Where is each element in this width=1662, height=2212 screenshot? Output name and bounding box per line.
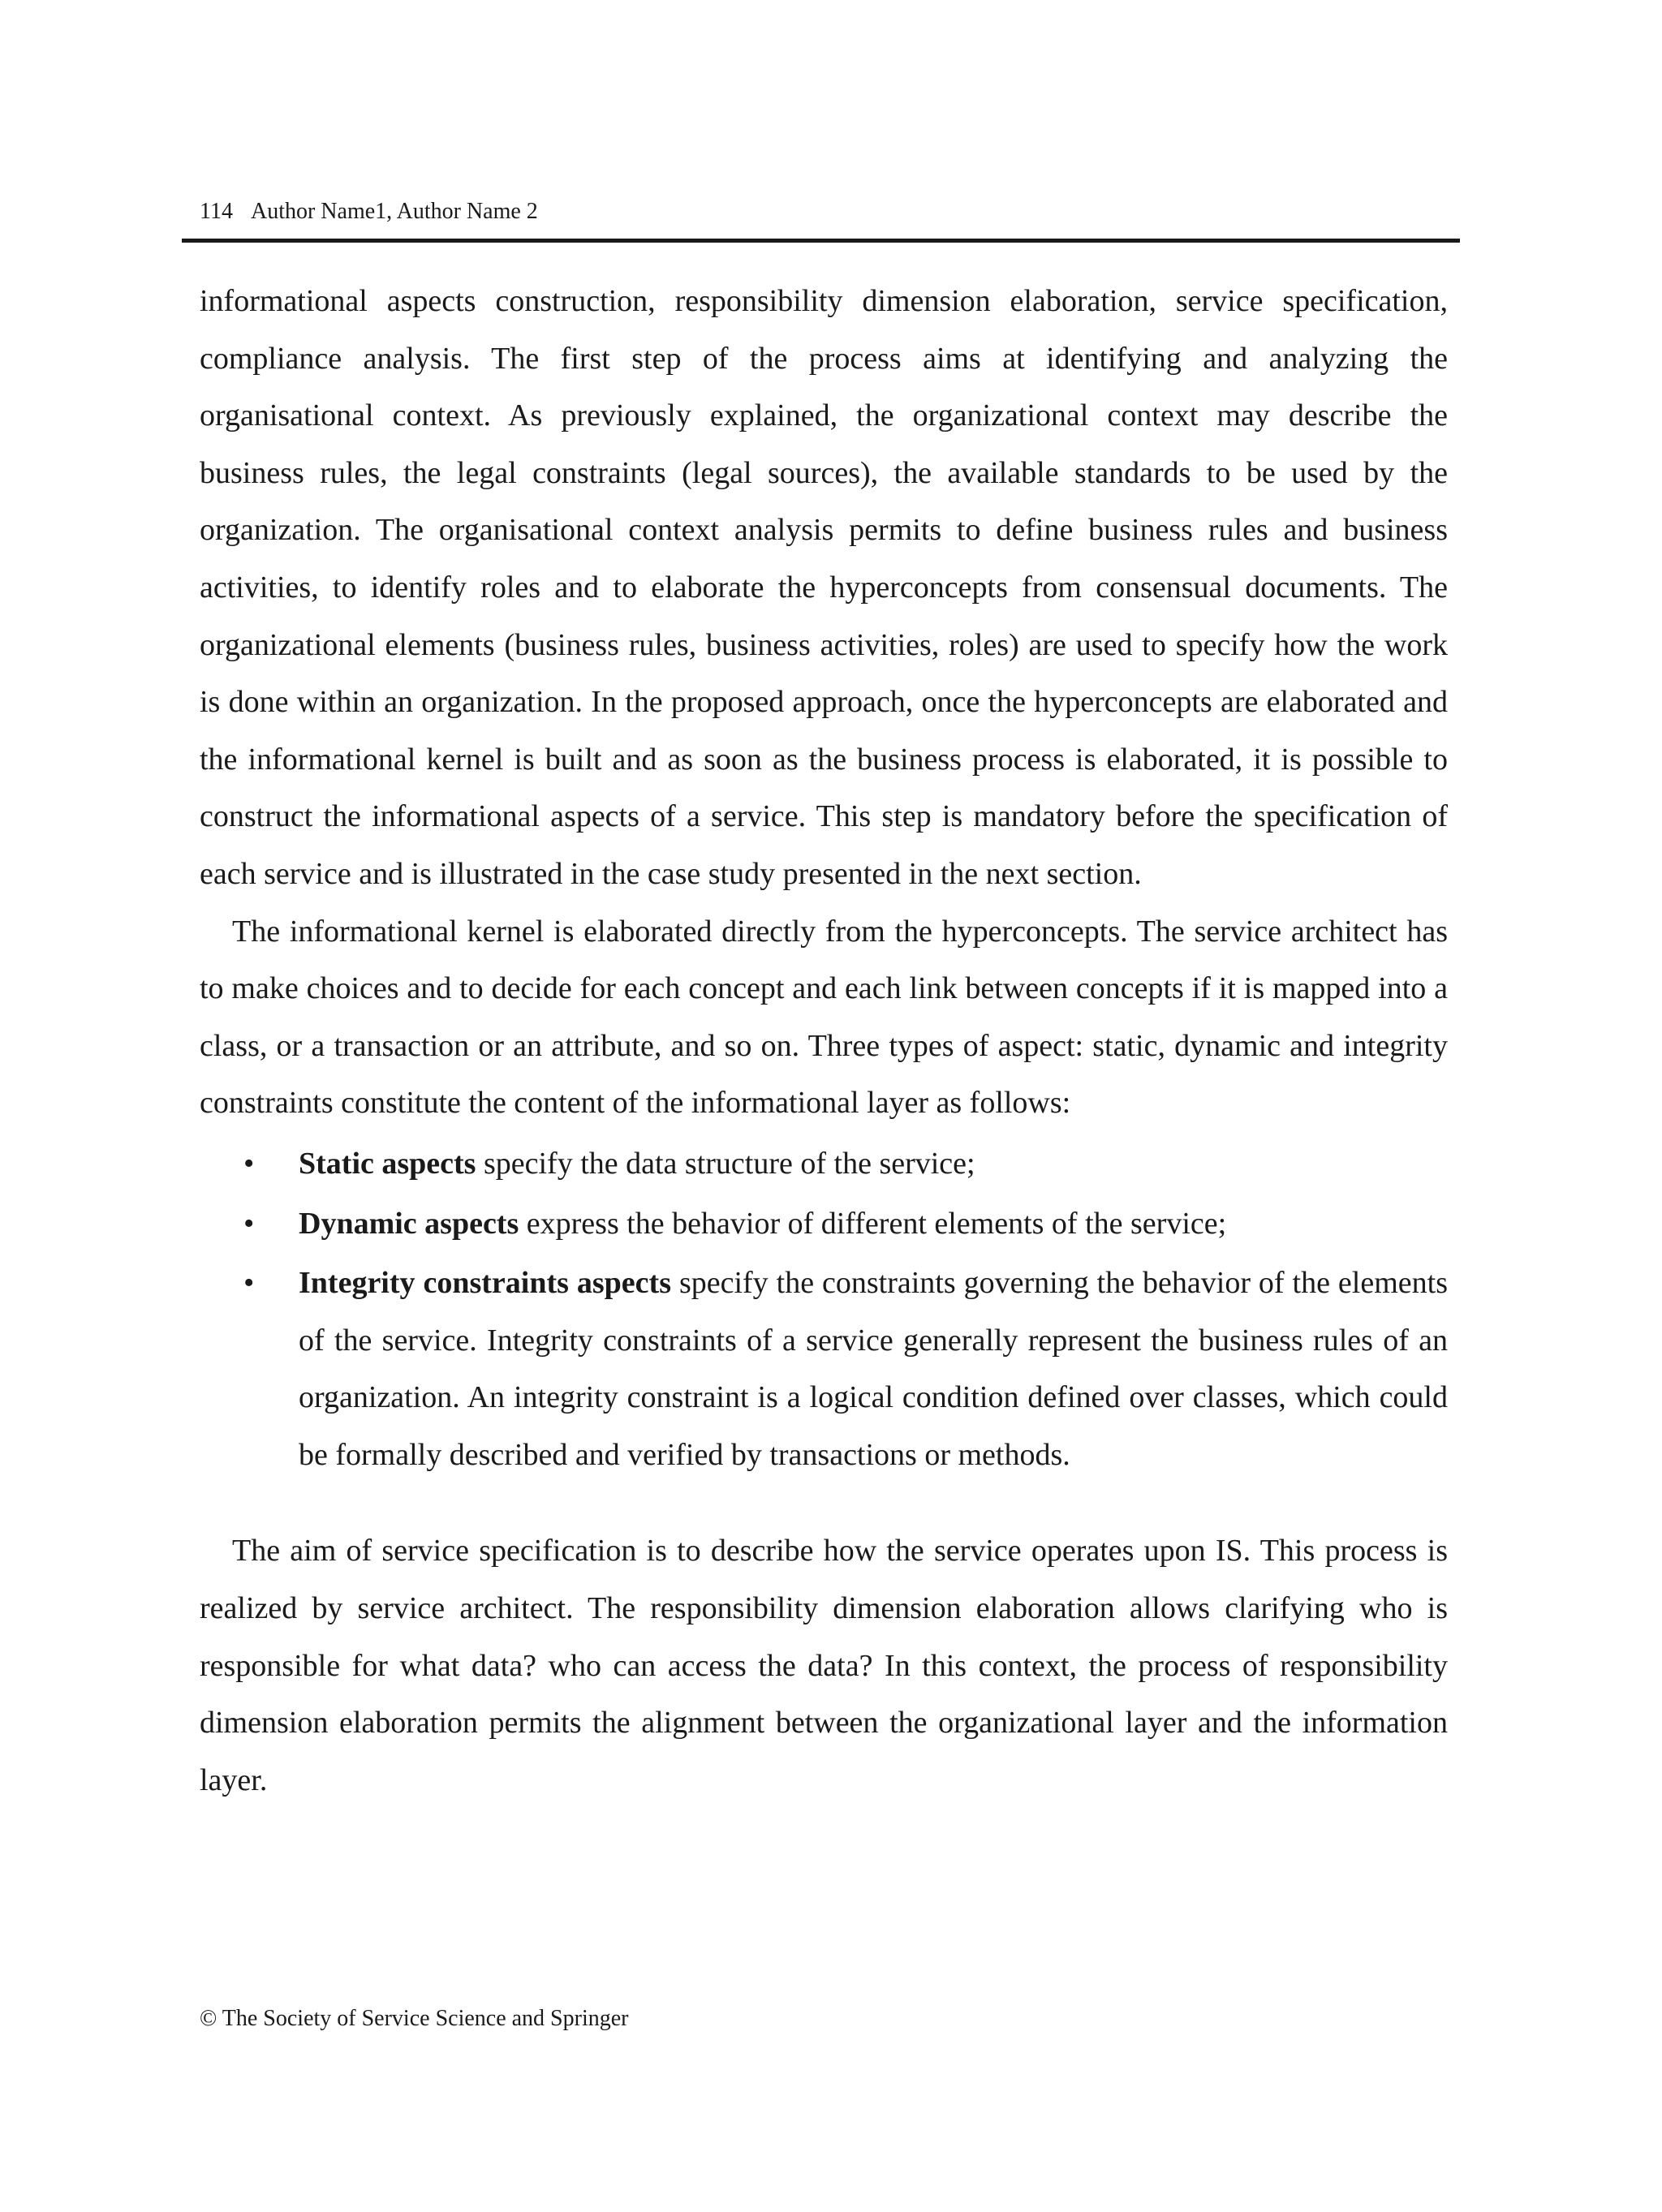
bullet-icon: • — [243, 1206, 255, 1241]
list-item-term: Integrity constraints aspects — [299, 1266, 671, 1301]
bullet-icon: • — [243, 1266, 255, 1301]
body-text — [200, 273, 1448, 1809]
page-number: 114 — [200, 199, 233, 224]
list-item — [243, 1135, 1448, 1193]
aspect-list — [200, 1135, 1448, 1484]
bullet-icon: • — [243, 1146, 255, 1181]
running-header — [200, 197, 538, 226]
header-authors: Author Name1, Author Name 2 — [250, 199, 538, 224]
list-item-text: specify the constraints governing the behavior of the elements of the service. Integrity constraints of a service generally represent the business rules of an organization. An integrity constraint is a logical condition defined over classes, which could be formally described and verified by transactions or methods. — [299, 1266, 1448, 1472]
paragraph-2: The informational kernel is elaborated directly from the hyperconcepts. The service architect has to make choices and to decide for each concept and each link between concepts if it is mapped into a class, or a transaction or an attribute, and so on. Three types of aspect: static, dynamic and integrity constraints constitute the content of the informational layer as follows: — [200, 914, 1448, 1121]
paragraph-1: informational aspects construction, responsibility dimension elaboration, service specification, compliance analysis. The first step of the process aims at identifying and analyzing the organisational context. As previously explained, the organizational context may describe the business rules, the legal constraints (legal sources), the available standards to be used by the organization. The organisational context analysis permits to define business rules and business activities, to identify roles and to elaborate the hyperconcepts from consensual documents. The organizational elements (business rules, business activities, roles) are used to specify how the work is done within an organization. In the proposed approach, once the hyperconcepts are elaborated and the informational kernel is built and as soon as the business process is elaborated, it is possible to construct the informational aspects of a service. This step is mandatory before the specification of each service and is illustrated in the case study presented in the next section. — [200, 284, 1448, 891]
paragraph-3: The aim of service specification is to describe how the service operates upon IS. This process is realized by service architect. The responsibility dimension elaboration allows clarifying who is responsible for what data? who can access the data? In this context, the process of responsibility dimension elaboration permits the alignment between the organizational layer and the information layer. — [200, 1534, 1448, 1797]
list-item-term: Dynamic aspects — [299, 1206, 519, 1241]
list-item — [243, 1254, 1448, 1483]
footer-copyright: © The Society of Service Science and Springer — [200, 2006, 629, 2031]
list-item-term: Static aspects — [299, 1146, 476, 1181]
list-item — [243, 1195, 1448, 1253]
list-item-text: express the behavior of different elements of the service; — [519, 1206, 1227, 1241]
list-item-text: specify the data structure of the service; — [476, 1146, 975, 1181]
header-rule — [182, 239, 1460, 243]
